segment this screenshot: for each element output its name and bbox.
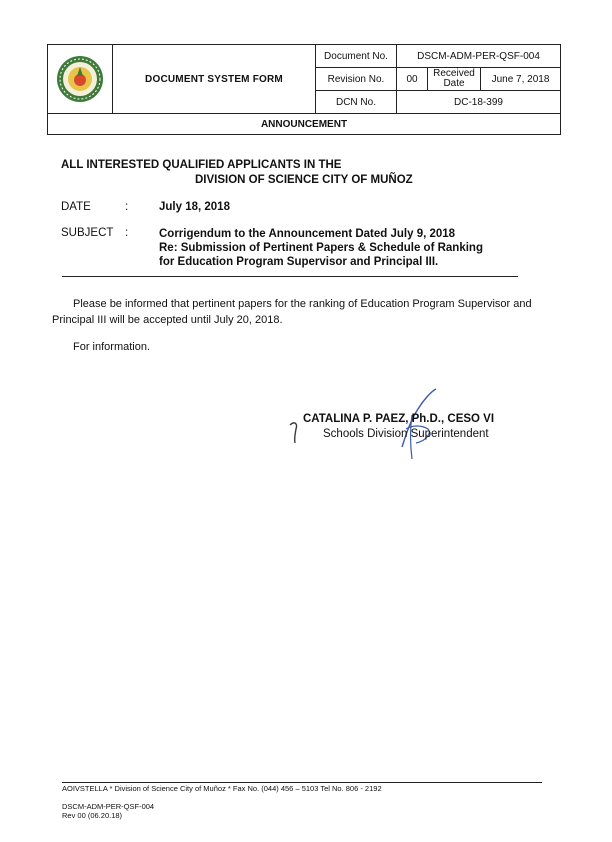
subject-divider bbox=[62, 276, 518, 277]
dcn-value: DC-18-399 bbox=[397, 91, 561, 114]
received-date-label-line1: Received bbox=[433, 68, 475, 79]
closing-text: For information. bbox=[73, 341, 151, 353]
subject-line2: Re: Submission of Pertinent Papers & Schedule of Ranking bbox=[159, 242, 483, 254]
section-title: ANNOUNCEMENT bbox=[48, 114, 561, 135]
received-date-value: June 7, 2018 bbox=[481, 68, 561, 91]
footer-revision-text: Rev 00 (06.20.18) bbox=[62, 811, 123, 820]
addressee-line2: DIVISION OF SCIENCE CITY OF MUÑOZ bbox=[195, 174, 413, 186]
date-label: DATE bbox=[61, 201, 91, 213]
addressee-block bbox=[61, 158, 413, 188]
addressee-line1: ALL INTERESTED QUALIFIED APPLICANTS IN THE bbox=[61, 159, 342, 171]
revision-no-label: Revision No. bbox=[316, 68, 397, 91]
form-header-table bbox=[47, 44, 561, 135]
handwritten-signature bbox=[282, 385, 462, 465]
document-no-label: Document No. bbox=[316, 45, 397, 68]
division-seal-icon bbox=[55, 54, 105, 104]
signatory-title: Schools Division Superintendent bbox=[323, 428, 489, 440]
dcn-label: DCN No. bbox=[316, 91, 397, 114]
date-colon: : bbox=[125, 201, 129, 213]
footer-form-code bbox=[62, 802, 154, 820]
subject-line3: for Education Program Supervisor and Principal III. bbox=[159, 256, 439, 268]
paragraph-line1: Please be informed that pertinent papers for the ranking of Education Program Supervisor and bbox=[73, 298, 532, 310]
footer-divider bbox=[62, 782, 542, 783]
received-date-label bbox=[428, 68, 481, 91]
date-value: July 18, 2018 bbox=[159, 201, 230, 213]
form-title: DOCUMENT SYSTEM FORM bbox=[113, 45, 316, 114]
body-paragraph bbox=[52, 296, 552, 328]
subject-label: SUBJECT bbox=[61, 227, 114, 239]
document-no-value: DSCM-ADM-PER-QSF-004 bbox=[397, 45, 561, 68]
revision-no-value: 00 bbox=[397, 68, 428, 91]
signatory-name: CATALINA P. PAEZ, Ph.D., CESO VI bbox=[303, 413, 495, 425]
subject-value bbox=[159, 227, 483, 269]
subject-line1: Corrigendum to the Announcement Dated July 9, 2018 bbox=[159, 228, 456, 240]
received-date-label-line2: Date bbox=[443, 78, 465, 89]
logo-cell bbox=[48, 45, 113, 114]
footer-form-code-text: DSCM-ADM-PER-QSF-004 bbox=[62, 802, 155, 811]
document-system-form-header bbox=[47, 44, 561, 136]
footer-contact-line: AOIVSTELLA * Division of Science City of Muñoz * Fax No. (044) 456 – 5103 Tel No. 806 - 2192 bbox=[62, 784, 382, 793]
paragraph-line2: Principal III will be accepted until July 20, 2018. bbox=[52, 314, 283, 326]
subject-colon: : bbox=[125, 227, 129, 239]
